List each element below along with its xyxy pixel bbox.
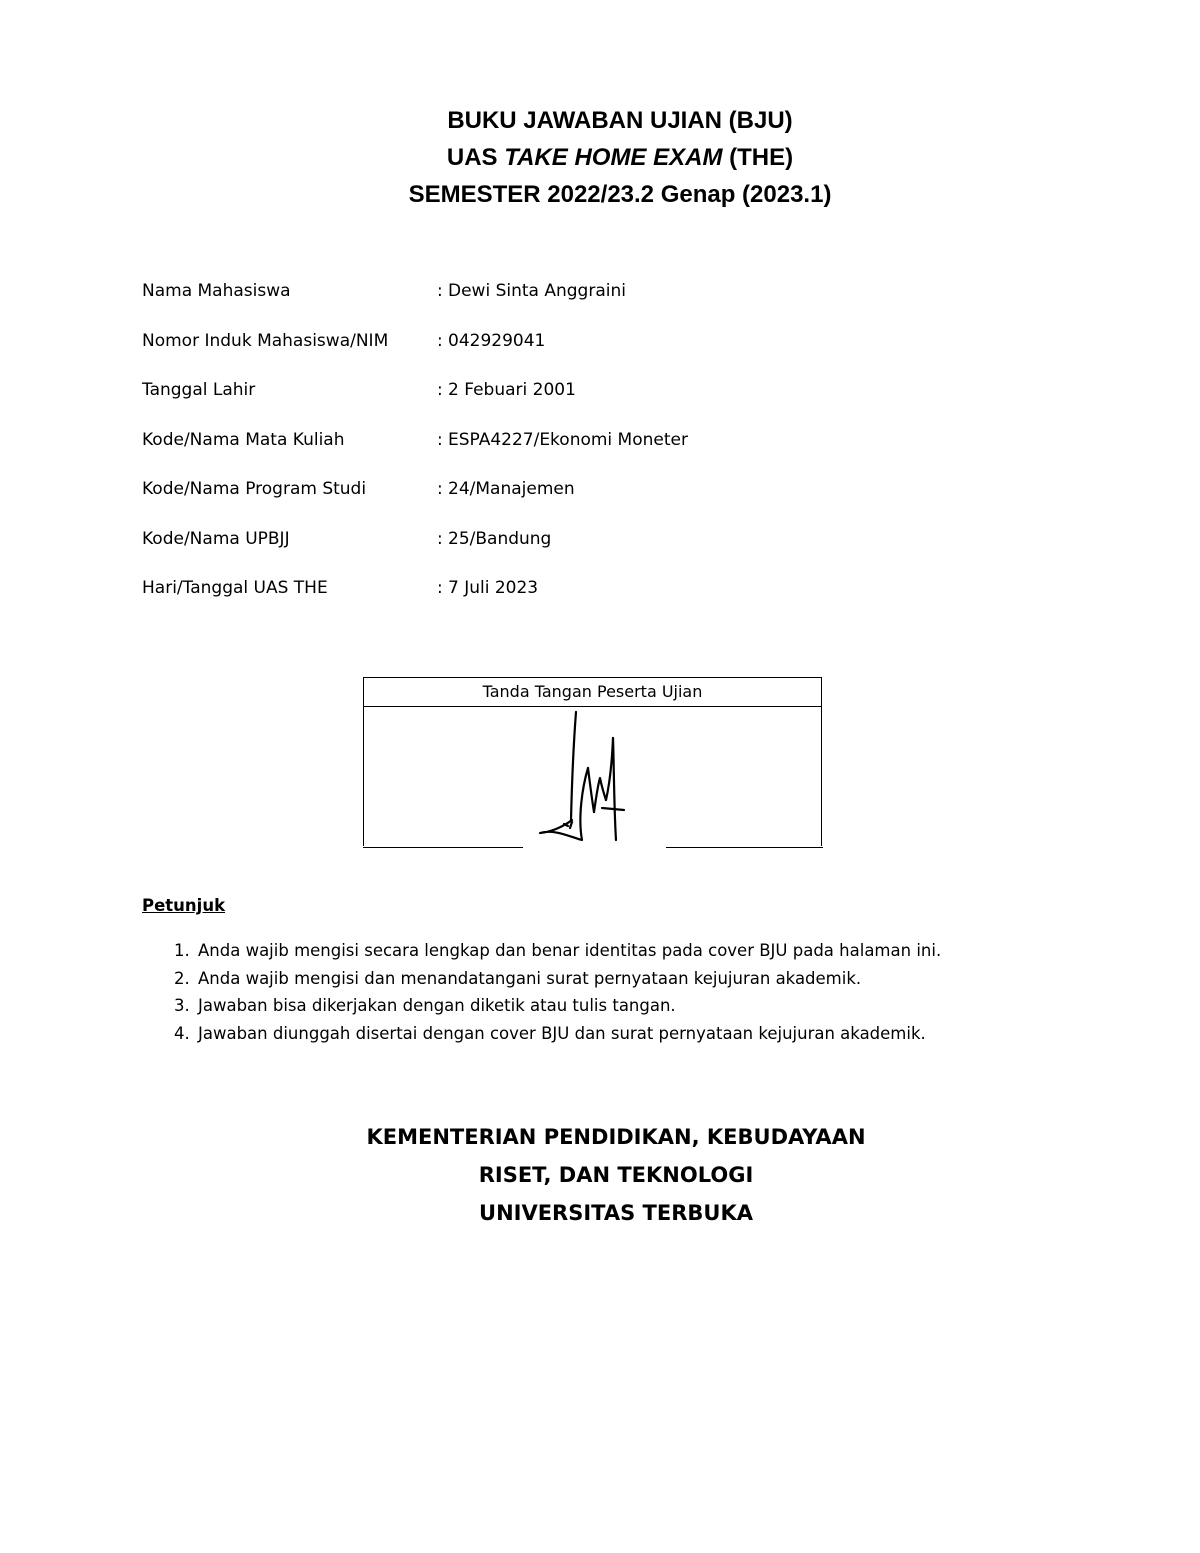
footer-university: UNIVERSITAS TERBUKA [479,1201,753,1225]
identity-value: 7 Juli 2023 [448,578,539,598]
identity-value: ESPA4227/Ekonomi Moneter [448,429,688,450]
identity-separator: : [437,330,443,351]
identity-separator: : [437,479,443,499]
list-item [142,1022,1042,1050]
identity-section [142,278,902,625]
identity-separator: : [437,578,443,598]
footer-ministry-cont: RISET, DAN TEKNOLOGI [478,1163,754,1187]
identity-label: Nama Mahasiswa [142,281,291,301]
header-exam-prefix: UAS [446,144,505,171]
header-title: BUKU JAWABAN UJIAN (BJU) [447,107,793,134]
signature-box [363,677,822,846]
identity-row-exam-date [142,575,902,625]
identity-separator: : [437,429,443,450]
header-semester: SEMESTER 2022/23.2 Genap (2023.1) [408,181,832,208]
identity-value: 042929041 [448,330,546,351]
identity-row-program [142,476,902,526]
institution-footer [0,1118,1200,1232]
identity-label: Nomor Induk Mahasiswa/NIM [142,330,389,351]
identity-label: Kode/Nama Program Studi [142,479,367,499]
list-item-text: Anda wajib mengisi dan menandatangani surat pernyataan kejujuran akademik. [198,968,862,988]
header-exam-type [0,139,1200,176]
identity-row-birthdate [142,377,902,427]
identity-row-name [142,278,902,328]
instructions-title: Petunjuk [142,896,226,915]
identity-label: Kode/Nama Mata Kuliah [142,429,345,450]
list-item-number: 4. [174,1023,190,1043]
identity-label: Tanggal Lahir [142,380,256,400]
identity-label: Kode/Nama UPBJJ [142,528,290,549]
list-item-text: Jawaban bisa dikerjakan dengan diketik atau tulis tangan. [198,996,676,1015]
identity-value: 25/Bandung [448,528,552,549]
signature-image [534,708,634,848]
identity-value: 24/Manajemen [448,479,575,499]
list-item-number: 3. [174,996,190,1015]
footer-ministry: KEMENTERIAN PENDIDIKAN, KEBUDAYAAN [366,1125,866,1149]
list-item-number: 2. [174,968,190,988]
identity-label: Hari/Tanggal UAS THE [142,578,328,598]
list-item-text: Jawaban diunggah disertai dengan cover BJU dan surat pernyataan kejujuran akademik. [198,1023,926,1043]
identity-separator: : [437,528,443,549]
signature-caption: Tanda Tangan Peserta Ujian [364,678,821,707]
identity-row-nim [142,328,902,378]
signature-box-bottom-left [363,847,523,848]
identity-value: 2 Febuari 2001 [448,380,576,400]
identity-separator: : [437,281,443,301]
list-item-text: Anda wajib mengisi secara lengkap dan benar identitas pada cover BJU pada halaman ini. [198,941,942,960]
header-exam-suffix: (THE) [722,144,794,171]
identity-value: Dewi Sinta Anggraini [448,281,626,301]
signature-box-bottom-right [666,847,823,848]
document-header [0,102,1200,213]
identity-separator: : [437,380,443,400]
list-item [142,994,1042,1022]
list-item-number: 1. [174,941,190,960]
list-item [142,967,1042,995]
instructions-section [142,893,1042,1049]
header-exam-italic: TAKE HOME EXAM [504,144,723,171]
identity-row-course [142,427,902,477]
identity-row-upbjj [142,526,902,576]
list-item [142,939,1042,967]
